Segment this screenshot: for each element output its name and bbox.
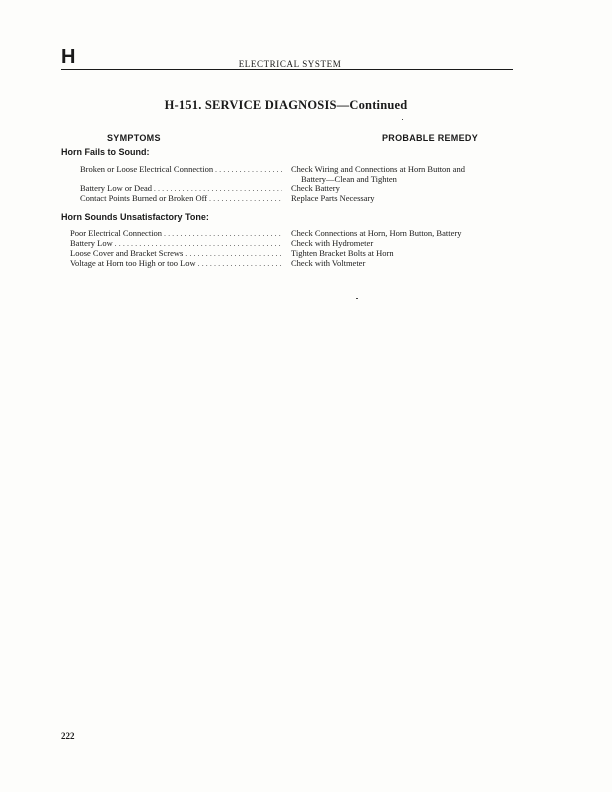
page-number: 222	[61, 731, 75, 741]
header-rule	[61, 69, 513, 70]
group-heading-horn-tone: Horn Sounds Unsatisfactory Tone:	[61, 212, 209, 222]
symptom-text: Poor Electrical Connection . . .	[70, 228, 282, 239]
remedy-text: Replace Parts Necessary	[291, 193, 375, 203]
symptom-text: Battery Low or Dead . . .	[80, 183, 282, 194]
diagnosis-row	[0, 248, 612, 258]
symptom-text: Broken or Loose Electrical Connection . . .	[80, 164, 282, 175]
diagnosis-row	[0, 183, 612, 193]
diagnosis-row	[0, 193, 612, 203]
scan-speck	[356, 298, 358, 299]
symptom-text: Loose Cover and Bracket Screws . . .	[70, 248, 282, 259]
remedy-text	[291, 164, 521, 184]
diagnosis-row	[0, 258, 612, 268]
group-heading-horn-fails: Horn Fails to Sound:	[61, 147, 150, 157]
scan-speck	[402, 119, 403, 120]
remedy-line: Check Wiring and Connections at Horn Button and	[291, 164, 465, 174]
running-head: ELECTRICAL SYSTEM	[238, 59, 342, 69]
symptom-text: Voltage at Horn too High or too Low . . .	[70, 258, 282, 269]
diagnosis-row	[0, 228, 612, 238]
remedy-text: Check Connections at Horn, Horn Button, Battery	[291, 228, 462, 238]
remedy-text: Check Battery	[291, 183, 340, 193]
diagnosis-row	[0, 238, 612, 248]
symptom-text: Contact Points Burned or Broken Off . . .	[80, 193, 282, 204]
section-letter: H	[61, 46, 76, 68]
remedy-column-heading: PROBABLE REMEDY	[382, 133, 479, 143]
diagnosis-row	[0, 164, 612, 184]
symptoms-column-heading: SYMPTOMS	[107, 133, 161, 143]
symptom-text: Battery Low . . .	[70, 238, 282, 249]
remedy-line-continued: Battery—Clean and Tighten	[301, 174, 397, 184]
page-title: H-151. SERVICE DIAGNOSIS—Continued	[164, 98, 408, 112]
remedy-text: Check with Voltmeter	[291, 258, 366, 268]
remedy-text: Check with Hydrometer	[291, 238, 374, 248]
remedy-text: Tighten Bracket Bolts at Horn	[291, 248, 394, 258]
